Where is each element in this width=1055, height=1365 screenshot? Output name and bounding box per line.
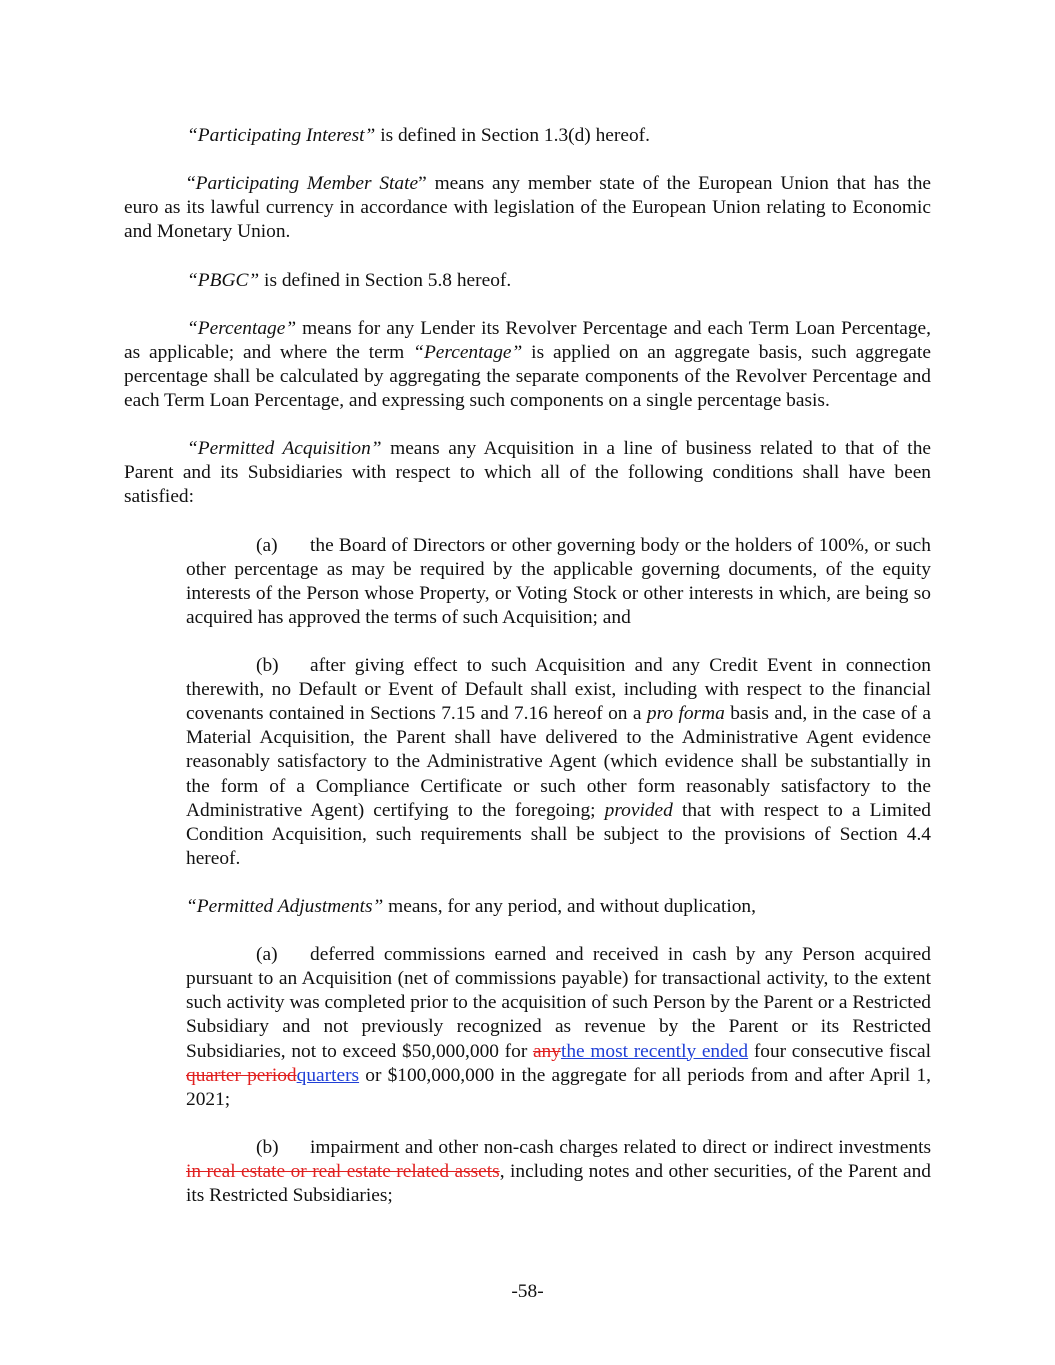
definition-pbgc: “PBGC” is defined in Section 5.8 hereof. (187, 269, 512, 291)
defined-term: Participating Member State (195, 173, 419, 195)
clause-label: (b) (256, 655, 279, 677)
clause-label: (b) (256, 1136, 279, 1158)
permitted-acquisition-clause-b: (b) after giving effect to such Acquisition and any Credit Event in connection therewith, no Default or Event of Default shall exist, including with respect to the financial covenants contained in Sections 7.15 and 7.16 hereof on a pro forma basis and, in the case of a Material Acquisition, the Parent shall have delivered to the Administrative Agent evidence reasonably satisfactory to the Administrative Agent (which evidence shall be substantially in the form of a Compliance Certificate or such other form reasonably satisfactory to the Administrative Agent) certifying to the foregoing; provided that with respect to a Limited Condition Acquisition, such requirements shall be subject to the provisions of Section 4.4 hereof. (186, 655, 932, 869)
defined-term: “PBGC” (187, 269, 260, 291)
defined-term: “Permitted Acquisition” (187, 438, 382, 460)
permitted-adjustments-clause-a: (a) deferred commissions earned and received in cash by any Person acquired pursuant to an Acquisition (net of commissions payable) for transactional activity, to the extent such activity was completed prior to the acquisition of such Person by the Parent or a Restricted Subsidiary and not previously recognized as revenue by the Parent or its Restricted Subsidiaries, not to exceed $50,000,000 for anythe most recently ended four consecutive fiscal quarter periodquarters or $100,000,000 in the aggregate for all periods from and after April 1, 2021; (186, 944, 931, 1110)
definition-percentage: “Percentage” means for any Lender its Revolver Percentage and each Term Loan Percentage, as applicable; and where the term “Percentage” is applied on an aggregate basis, such aggregate percentage shall be calculated by aggregating the separate components of the Revolver Percentage and each Term Loan Percentage, and expressing such components on a single percentage basis. (124, 317, 932, 412)
page-number: -58- (511, 1281, 544, 1302)
permitted-acquisition-clause-a: (a) the Board of Directors or other governing body or the holders of 100%, or such other percentage as may be required by the applicable governing documents, of the equity interests of the Person whose Property, or Voting Stock or other interests in which, are being so acquired has approved the terms of such Acquisition; and (186, 534, 931, 628)
definition-participating-interest: “Participating Interest” is defined in Section 1.3(d) hereof. (187, 125, 650, 146)
permitted-adjustments-clause-b: (b) impairment and other non-cash charges related to direct or indirect investments in real estate or real estate related assets, including notes and other securities, of the Parent and its Restricted Subsidiaries; (186, 1136, 931, 1207)
deleted-text: quarter period (186, 1064, 297, 1086)
defined-term: “Participating Interest” (187, 125, 376, 146)
inserted-text[interactable]: the most recently ended (560, 1040, 749, 1062)
clause-label: (a) (256, 534, 278, 556)
defined-term: “Permitted Adjustments” (186, 896, 384, 917)
deleted-text: any (532, 1040, 561, 1062)
deleted-text: in real estate or real estate related assets (186, 1161, 500, 1183)
document-page (124, 124, 931, 1232)
definition-permitted-adjustments: “Permitted Adjustments” means, for any period, and without duplication, (186, 896, 756, 917)
inserted-text[interactable]: quarters (296, 1064, 360, 1086)
defined-term: “Percentage” (187, 317, 297, 339)
definition-permitted-acquisition: “Permitted Acquisition” means any Acquisition in a line of business related to that of the Parent and its Subsidiaries with respect to which all of the following conditions shall have been satisfied: (124, 438, 931, 508)
clause-label: (a) (256, 944, 278, 966)
definition-participating-member-state: “Participating Member State” means any member state of the European Union that has the euro as its lawful currency in accordance with legislation of the European Union relating to Economic and Monetary Union. (124, 173, 931, 243)
